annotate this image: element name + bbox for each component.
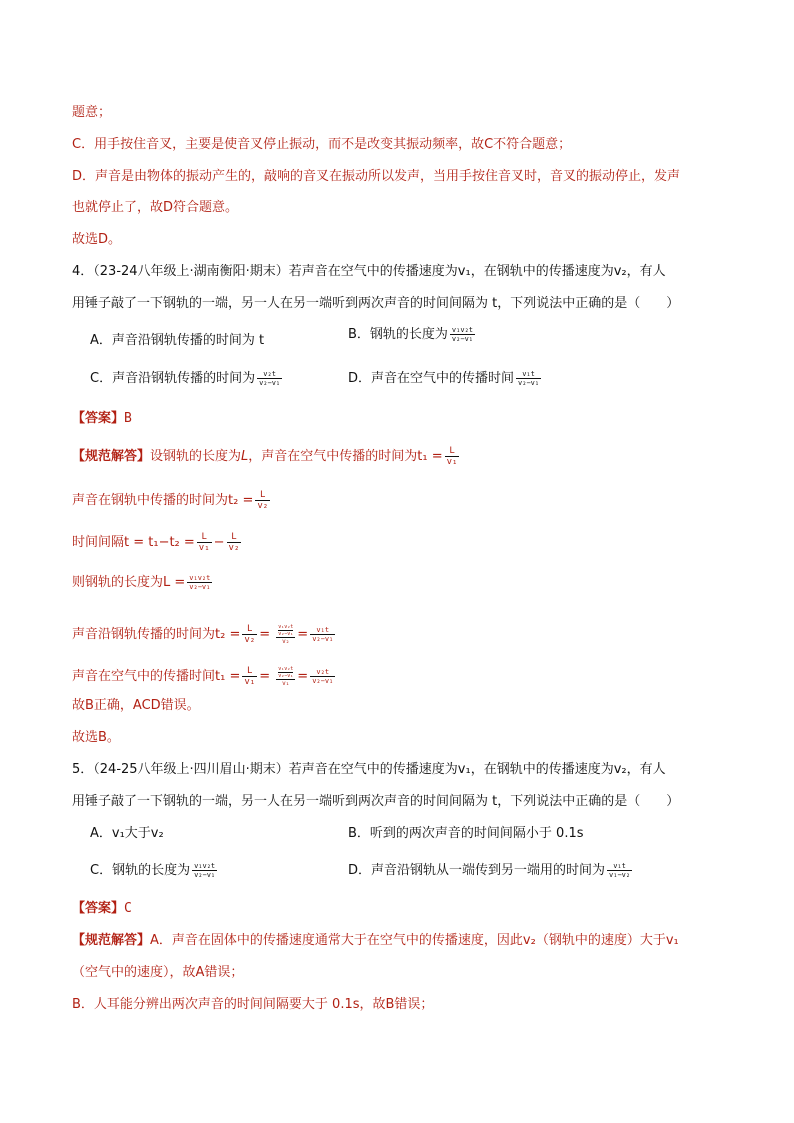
compound-fraction: $\frac{\frac{\text{v₁v₂t}}{\text{v₂−v₁}}}{\text{v₂}}$ [278,624,294,645]
solution-line: 【规范解答】设钢轨的长度为L，声音在空气中传播的时间为t₁ = $\frac{L}{\text{v₁}}$ [72,446,458,467]
option-b: B．钢轨的长度为 $\frac{\text{v₁v₂t}}{\text{v₂−v₁}}$ [348,326,473,343]
compound-fraction: $\frac{\frac{\text{v₁v₂t}}{\text{v₂−v₁}}}{\text{v₁}}$ [278,666,294,687]
fraction: $\frac{\text{v₂t}}{\text{v₂−v₁}}$ [312,668,334,685]
text-line: 也就停止了，故D符合题意。 [72,200,239,215]
text-line: C．用手按住音叉，主要是使音叉停止振动，而不是改变其振动频率，故C不符合题意； [72,137,572,152]
option-b: B．听到的两次声音的时间间隔小于 0.1s [348,826,584,841]
solution-line: 声音在钢轨中传播的时间为t₂ = $\frac{L}{\text{v₂}}$ [72,490,269,511]
question-4-stem: 用锤子敲了一下钢轨的一端，另一人在另一端听到两次声音的时间间隔为 t，下列说法中正确的是（ ） [72,296,680,311]
answer-line [72,900,132,918]
option-d: D．声音沿钢轨从一端传到另一端用的时间为 $\frac{\text{v₁t}}{\text{v₁−v₂}}$ [348,862,631,879]
fraction: $\frac{\text{v₁v₂t}}{\text{v₂−v₁}}$ [189,574,211,591]
question-4-stem: 4．（23-24八年级上·湖南衡阳·期末）若声音在空气中的传播速度为v₁，在钢轨中的传播速度为v₂，有人 [72,264,666,279]
fraction: $\frac{\text{v₂t}}{\text{v₂−v₁}}$ [259,370,281,387]
text-line: 故选B。 [72,730,120,745]
option-a: A．v₁大于v₂ [90,826,164,841]
answer-line [72,410,132,428]
fraction: $\frac{L}{\text{v₁}}$ [446,446,458,467]
fraction: $\frac{L}{\text{v₁}}$ [198,532,210,553]
question-5-stem: 5．（24-25八年级上·四川眉山·期末）若声音在空气中的传播速度为v₁，在钢轨中的传播速度为v₂，有人 [72,762,666,777]
solution-line: 声音沿钢轨传播的时间为t₂ = $\frac{L}{\text{v₂}}$ = $\frac{\frac{\text{v₁v₂t}}{\text{v₂−v₁}}}{\text{v₂}}$ = $\frac{\text{v₁t}}{\text{v₂−v₁}}$ [72,624,334,645]
solution-line: 时间间隔t = t₁−t₂ = $\frac{L}{\text{v₁}}$ − $\frac{L}{\text{v₂}}$ [72,532,240,553]
fraction: $\frac{\text{v₁t}}{\text{v₁−v₂}}$ [609,862,631,879]
fraction: $\frac{\text{v₁v₂t}}{\text{v₂−v₁}}$ [194,862,216,879]
option-a: A．声音沿钢轨传播的时间为 t [90,333,265,348]
fraction: $\frac{L}{\text{v₂}}$ [228,532,240,553]
text-line: 故选D。 [72,232,122,247]
solution-line: 【规范解答】A．声音在固体中的传播速度通常大于在空气中的传播速度，因此v₂（钢轨中的速度）大于v₁ [72,933,679,948]
solution-line: 则钢轨的长度为L = $\frac{\text{v₁v₂t}}{\text{v₂−v₁}}$ [72,574,211,591]
answer-tag: 【答案】 [72,411,125,426]
solution-line: （空气中的速度），故A错误； [72,965,244,980]
fraction: $\frac{\text{v₁t}}{\text{v₂−v₁}}$ [518,370,540,387]
question-5-stem: 用锤子敲了一下钢轨的一端，另一人在另一端听到两次声音的时间间隔为 t，下列说法中正确的是（ ） [72,794,680,809]
fraction: $\frac{L}{\text{v₂}}$ [244,624,256,645]
answer-value: C [124,901,132,916]
text-line: 题意； [72,105,112,120]
option-d: D．声音在空气中的传播时间 $\frac{\text{v₁t}}{\text{v₂−v₁}}$ [348,370,540,387]
solution-line: B．人耳能分辨出两次声音的时间间隔要大于 0.1s，故B错误； [72,997,434,1012]
solution-line: 声音在空气中的传播时间t₁ = $\frac{L}{\text{v₁}}$ = $\frac{\frac{\text{v₁v₂t}}{\text{v₂−v₁}}}{\text{v₁}}$ = $\frac{\text{v₂t}}{\text{v₂−v₁}}$ [72,666,334,687]
fraction: $\frac{L}{\text{v₁}}$ [244,666,256,687]
answer-value: B [124,411,132,426]
text-line: D．声音是由物体的振动产生的，敲响的音叉在振动所以发声，当用手按住音叉时，音叉的振动停止，发声 [72,169,681,184]
fraction: $\frac{\text{v₁t}}{\text{v₂−v₁}}$ [312,626,334,643]
answer-tag: 【答案】 [72,901,125,916]
fraction: $\frac{\text{v₁v₂t}}{\text{v₂−v₁}}$ [451,326,473,343]
option-c: C．钢轨的长度为 $\frac{\text{v₁v₂t}}{\text{v₂−v₁}}$ [90,862,216,879]
text-line: 故B正确，ACD错误。 [72,698,200,713]
fraction: $\frac{L}{\text{v₂}}$ [257,490,269,511]
option-c: C．声音沿钢轨传播的时间为 $\frac{\text{v₂t}}{\text{v₂−v₁}}$ [90,370,281,387]
